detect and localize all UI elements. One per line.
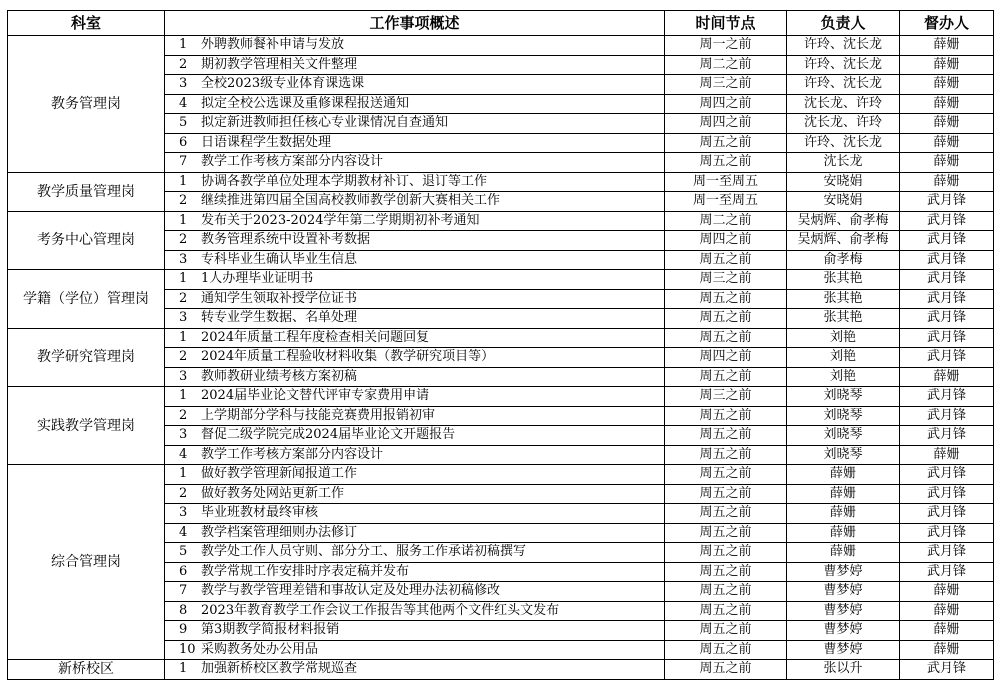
task-cell [165, 75, 665, 95]
task-text: 专科毕业生确认毕业生信息 [201, 251, 358, 267]
header-dept: 科室 [8, 11, 165, 36]
supervisor-cell: 薛姗 [900, 445, 994, 465]
owner-cell: 薛姗 [787, 465, 900, 485]
task-number: 4 [179, 446, 188, 462]
time-cell: 周五之前 [665, 133, 787, 153]
task-cell [165, 133, 665, 153]
task-cell [165, 211, 665, 231]
task-cell [165, 582, 665, 602]
owner-cell: 刘晓琴 [787, 426, 900, 446]
time-cell: 周四之前 [665, 114, 787, 134]
task-cell [165, 114, 665, 134]
supervisor-cell: 武月锋 [900, 192, 994, 212]
task-cell [165, 231, 665, 251]
task-text: 发布关于2023-2024学年第二学期期初补考通知 [201, 212, 480, 228]
owner-cell: 薛姗 [787, 523, 900, 543]
time-cell: 周五之前 [665, 582, 787, 602]
task-number: 6 [179, 134, 188, 150]
supervisor-cell: 武月锋 [900, 309, 994, 329]
header-owner: 负责人 [787, 11, 900, 36]
time-cell: 周五之前 [665, 640, 787, 660]
supervisor-cell: 薛姗 [900, 640, 994, 660]
task-text: 教学与教学管理差错和事故认定及处理办法初稿修改 [201, 583, 501, 599]
owner-cell: 张其艳 [787, 289, 900, 309]
dept-cell: 学籍（学位）管理岗 [8, 270, 165, 329]
owner-cell: 许玲、沈长龙 [787, 55, 900, 75]
supervisor-cell: 薛姗 [900, 601, 994, 621]
owner-cell: 张以升 [787, 660, 900, 680]
supervisor-cell: 武月锋 [900, 211, 994, 231]
supervisor-cell: 武月锋 [900, 289, 994, 309]
time-cell: 周三之前 [665, 387, 787, 407]
table-row [8, 211, 994, 231]
owner-cell: 曹梦婷 [787, 601, 900, 621]
time-cell: 周五之前 [665, 250, 787, 270]
task-number: 1 [179, 37, 188, 53]
dept-cell: 教务管理岗 [8, 36, 165, 173]
task-text: 2024届毕业论文替代评审专家费用申请 [201, 388, 430, 404]
owner-cell: 刘晓琴 [787, 387, 900, 407]
time-cell: 周五之前 [665, 309, 787, 329]
time-cell: 周五之前 [665, 484, 787, 504]
task-text: 2023年教育教学工作会议工作报告等其他两个文件红头文发布 [201, 602, 560, 618]
task-number: 9 [179, 622, 188, 638]
task-cell [165, 153, 665, 173]
task-number: 2 [179, 485, 188, 501]
supervisor-cell: 武月锋 [900, 504, 994, 524]
work-schedule-table [7, 10, 994, 680]
task-number: 1 [179, 661, 188, 677]
time-cell: 周四之前 [665, 348, 787, 368]
time-cell: 周三之前 [665, 75, 787, 95]
owner-cell: 薛姗 [787, 504, 900, 524]
supervisor-cell: 薛姗 [900, 75, 994, 95]
time-cell: 周五之前 [665, 426, 787, 446]
task-text: 教学工作考核方案部分内容设计 [201, 446, 384, 462]
time-cell: 周五之前 [665, 660, 787, 680]
task-text: 教学工作考核方案部分内容设计 [201, 154, 384, 170]
supervisor-cell: 薛姗 [900, 367, 994, 387]
task-text: 拟定新进教师担任核心专业课情况自查通知 [201, 115, 449, 131]
task-number: 1 [179, 212, 188, 228]
task-number: 7 [179, 154, 188, 170]
table-row [8, 660, 994, 680]
task-number: 1 [179, 329, 188, 345]
owner-cell: 曹梦婷 [787, 640, 900, 660]
task-number: 2 [179, 349, 188, 365]
task-number: 10 [179, 641, 196, 657]
task-text: 督促二级学院完成2024届毕业论文开题报告 [201, 427, 456, 443]
task-number: 3 [179, 368, 188, 384]
owner-cell: 曹梦婷 [787, 562, 900, 582]
task-cell [165, 172, 665, 192]
supervisor-cell: 薛姗 [900, 621, 994, 641]
supervisor-cell: 薛姗 [900, 94, 994, 114]
header-row [8, 11, 994, 36]
task-number: 6 [179, 563, 188, 579]
task-number: 3 [179, 505, 188, 521]
task-text: 2024年质量工程年度检查相关问题回复 [201, 329, 430, 345]
task-cell [165, 640, 665, 660]
time-cell: 周五之前 [665, 504, 787, 524]
supervisor-cell: 武月锋 [900, 270, 994, 290]
owner-cell: 薛姗 [787, 543, 900, 563]
table-row [8, 387, 994, 407]
task-number: 8 [179, 602, 188, 618]
task-cell [165, 270, 665, 290]
supervisor-cell: 武月锋 [900, 328, 994, 348]
task-cell [165, 621, 665, 641]
table-row [8, 328, 994, 348]
task-text: 拟定全校公选课及重修课程报送通知 [201, 95, 410, 111]
supervisor-cell: 武月锋 [900, 543, 994, 563]
supervisor-cell: 武月锋 [900, 348, 994, 368]
time-cell: 周五之前 [665, 328, 787, 348]
time-cell: 周五之前 [665, 523, 787, 543]
owner-cell: 曹梦婷 [787, 582, 900, 602]
task-cell [165, 192, 665, 212]
header-supervisor: 督办人 [900, 11, 994, 36]
task-text: 继续推进第四届全国高校教师教学创新大赛相关工作 [201, 193, 501, 209]
owner-cell: 安晓娟 [787, 192, 900, 212]
owner-cell: 刘艳 [787, 328, 900, 348]
task-text: 做好教务处网站更新工作 [201, 485, 345, 501]
supervisor-cell: 武月锋 [900, 523, 994, 543]
supervisor-cell: 武月锋 [900, 406, 994, 426]
task-number: 5 [179, 544, 188, 560]
task-text: 做好教学管理新闻报道工作 [201, 466, 358, 482]
dept-cell: 教学研究管理岗 [8, 328, 165, 387]
task-text: 加强新桥校区教学常规巡查 [201, 661, 358, 677]
owner-cell: 沈长龙、许玲 [787, 94, 900, 114]
task-cell [165, 601, 665, 621]
owner-cell: 俞孝梅 [787, 250, 900, 270]
task-text: 教学处工作人员守则、部分分工、服务工作承诺初稿撰写 [201, 544, 527, 560]
table-row [8, 465, 994, 485]
dept-cell: 新桥校区 [8, 660, 165, 680]
time-cell: 周四之前 [665, 94, 787, 114]
time-cell: 周四之前 [665, 231, 787, 251]
task-cell [165, 328, 665, 348]
table-row [8, 270, 994, 290]
time-cell: 周五之前 [665, 367, 787, 387]
time-cell: 周五之前 [665, 445, 787, 465]
time-cell: 周一之前 [665, 36, 787, 56]
supervisor-cell: 武月锋 [900, 250, 994, 270]
time-cell: 周五之前 [665, 153, 787, 173]
owner-cell: 许玲、沈长龙 [787, 36, 900, 56]
task-cell [165, 250, 665, 270]
task-text: 教学常规工作安排时序表定稿并发布 [201, 563, 410, 579]
task-text: 教务管理系统中设置补考数据 [201, 232, 371, 248]
time-cell: 周五之前 [665, 562, 787, 582]
time-cell: 周二之前 [665, 55, 787, 75]
task-text: 上学期部分学科与技能竞赛费用报销初审 [201, 407, 436, 423]
task-text: 日语课程学生数据处理 [201, 134, 332, 150]
supervisor-cell: 薛姗 [900, 582, 994, 602]
time-cell: 周二之前 [665, 211, 787, 231]
dept-cell: 考务中心管理岗 [8, 211, 165, 270]
task-cell [165, 660, 665, 680]
task-cell [165, 504, 665, 524]
task-cell [165, 36, 665, 56]
task-cell [165, 562, 665, 582]
task-text: 外聘教师餐补申请与发放 [201, 37, 345, 53]
task-cell [165, 484, 665, 504]
header-task: 工作事项概述 [165, 11, 665, 36]
owner-cell: 刘晓琴 [787, 406, 900, 426]
task-number: 1 [179, 271, 188, 287]
task-text: 全校2023级专业体育课选课 [201, 76, 365, 92]
supervisor-cell: 薛姗 [900, 36, 994, 56]
task-text: 2024年质量工程验收材料收集（教学研究项目等） [201, 349, 495, 365]
owner-cell: 安晓娟 [787, 172, 900, 192]
owner-cell: 刘艳 [787, 348, 900, 368]
task-number: 3 [179, 251, 188, 267]
owner-cell: 吴炳辉、俞孝梅 [787, 211, 900, 231]
task-cell [165, 406, 665, 426]
supervisor-cell: 武月锋 [900, 660, 994, 680]
task-number: 1 [179, 388, 188, 404]
task-number: 4 [179, 95, 188, 111]
header-time: 时间节点 [665, 11, 787, 36]
task-cell [165, 309, 665, 329]
task-cell [165, 387, 665, 407]
task-text: 1人办理毕业证明书 [201, 271, 314, 287]
supervisor-cell: 武月锋 [900, 484, 994, 504]
time-cell: 周一至周五 [665, 192, 787, 212]
task-number: 3 [179, 427, 188, 443]
task-text: 转专业学生数据、名单处理 [201, 310, 358, 326]
time-cell: 周五之前 [665, 601, 787, 621]
table-row [8, 36, 994, 56]
task-number: 2 [179, 407, 188, 423]
task-text: 期初教学管理相关文件整理 [201, 56, 358, 72]
task-text: 采购教务处办公用品 [201, 641, 319, 657]
supervisor-cell: 武月锋 [900, 465, 994, 485]
task-text: 教学档案管理细则办法修订 [201, 524, 358, 540]
time-cell: 周五之前 [665, 289, 787, 309]
task-cell [165, 367, 665, 387]
task-cell [165, 445, 665, 465]
table-body [8, 36, 994, 680]
time-cell: 周一至周五 [665, 172, 787, 192]
owner-cell: 曹梦婷 [787, 621, 900, 641]
task-text: 通知学生领取补授学位证书 [201, 290, 358, 306]
table-row [8, 172, 994, 192]
task-cell [165, 465, 665, 485]
task-number: 5 [179, 115, 188, 131]
dept-cell: 教学质量管理岗 [8, 172, 165, 211]
task-cell [165, 94, 665, 114]
supervisor-cell: 薛姗 [900, 172, 994, 192]
task-cell [165, 289, 665, 309]
owner-cell: 薛姗 [787, 484, 900, 504]
time-cell: 周五之前 [665, 543, 787, 563]
supervisor-cell: 薛姗 [900, 55, 994, 75]
time-cell: 周五之前 [665, 465, 787, 485]
supervisor-cell: 薛姗 [900, 114, 994, 134]
task-text: 协调各教学单位处理本学期教材补订、退订等工作 [201, 173, 488, 189]
owner-cell: 沈长龙、许玲 [787, 114, 900, 134]
supervisor-cell: 武月锋 [900, 562, 994, 582]
supervisor-cell: 武月锋 [900, 387, 994, 407]
task-number: 2 [179, 290, 188, 306]
task-number: 1 [179, 466, 188, 482]
owner-cell: 许玲、沈长龙 [787, 133, 900, 153]
task-text: 教师教研业绩考核方案初稿 [201, 368, 358, 384]
task-cell [165, 55, 665, 75]
task-text: 第3期教学简报材料报销 [201, 622, 340, 638]
task-number: 4 [179, 524, 188, 540]
task-number: 2 [179, 193, 188, 209]
task-number: 7 [179, 583, 188, 599]
time-cell: 周五之前 [665, 621, 787, 641]
task-cell [165, 523, 665, 543]
time-cell: 周三之前 [665, 270, 787, 290]
owner-cell: 刘晓琴 [787, 445, 900, 465]
task-number: 3 [179, 310, 188, 326]
owner-cell: 许玲、沈长龙 [787, 75, 900, 95]
owner-cell: 张其艳 [787, 309, 900, 329]
task-number: 1 [179, 173, 188, 189]
supervisor-cell: 薛姗 [900, 133, 994, 153]
task-number: 2 [179, 56, 188, 72]
task-cell [165, 543, 665, 563]
supervisor-cell: 武月锋 [900, 426, 994, 446]
dept-cell: 综合管理岗 [8, 465, 165, 660]
task-text: 毕业班教材最终审核 [201, 505, 319, 521]
task-number: 3 [179, 76, 188, 92]
owner-cell: 刘艳 [787, 367, 900, 387]
task-cell [165, 348, 665, 368]
task-number: 2 [179, 232, 188, 248]
supervisor-cell: 薛姗 [900, 153, 994, 173]
dept-cell: 实践教学管理岗 [8, 387, 165, 465]
owner-cell: 沈长龙 [787, 153, 900, 173]
owner-cell: 张其艳 [787, 270, 900, 290]
time-cell: 周五之前 [665, 406, 787, 426]
task-cell [165, 426, 665, 446]
supervisor-cell: 武月锋 [900, 231, 994, 251]
owner-cell: 吴炳辉、俞孝梅 [787, 231, 900, 251]
